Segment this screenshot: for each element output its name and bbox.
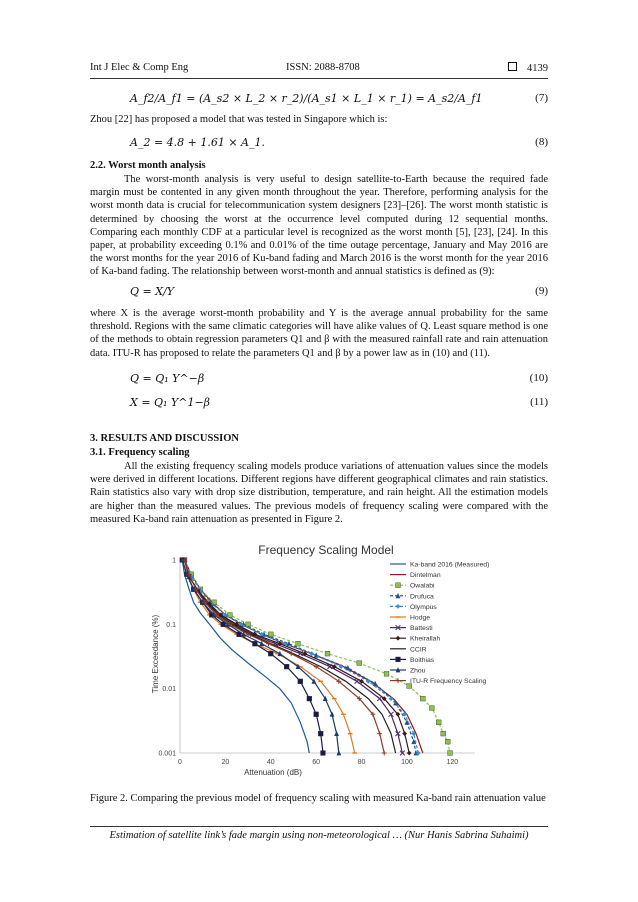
square-icon (508, 62, 517, 71)
legend-item (390, 604, 437, 611)
legend-marker (396, 657, 401, 662)
data-point (384, 671, 389, 676)
page-number-wrap (508, 62, 548, 74)
series-5 (180, 560, 357, 753)
legend-item (390, 657, 435, 664)
data-point (441, 731, 446, 736)
legend-item (390, 572, 441, 579)
x-tick-label: 60 (312, 759, 321, 766)
x-tick-label: 120 (446, 759, 459, 766)
data-point (389, 696, 394, 701)
legend-label: Drufuca (410, 593, 434, 601)
legend-marker (396, 583, 401, 588)
data-point (445, 739, 450, 744)
series-line (182, 560, 354, 753)
equation-10: Q = Q₁ Y^−β (130, 372, 205, 385)
data-point (268, 632, 273, 637)
series-line (182, 560, 323, 753)
x-tick-label: 0 (178, 759, 182, 766)
y-tick-label: 0.001 (158, 750, 176, 758)
page-footer: Estimation of satellite link’s fade margin using non-meteorological … (Nur Hanis Sabrina Suhaimi) (109, 830, 529, 841)
data-point (298, 679, 303, 684)
data-point (296, 641, 301, 646)
data-point (436, 720, 441, 725)
data-point (252, 641, 257, 646)
legend-item (390, 646, 427, 653)
y-axis-label: Time Exceedance (%) (151, 614, 160, 694)
x-tick-label: 20 (221, 759, 230, 766)
data-point (246, 622, 251, 627)
legend-label: ITU-R Frequency Scaling (410, 678, 487, 686)
legend-marker (396, 636, 401, 641)
data-point (314, 712, 319, 717)
legend-label: Zhou (410, 667, 426, 675)
data-point (420, 696, 425, 701)
x-tick-label: 80 (357, 759, 366, 766)
issn: ISSN: 2088-8708 (286, 62, 360, 73)
data-point (334, 731, 339, 736)
header-rule (90, 78, 548, 79)
legend-item (390, 615, 430, 622)
equation-7-number: (7) (535, 92, 548, 104)
legend-item (390, 593, 434, 600)
figure-caption: Figure 2. Comparing the previous model of frequency scaling with measured Ka-band rain attenuation value (90, 793, 546, 804)
legend-marker (396, 604, 401, 609)
data-point (318, 731, 323, 736)
data-point (407, 751, 412, 756)
series-line (185, 560, 396, 753)
section-heading-2-2: 2.2. Worst month analysis (90, 160, 206, 171)
equation-9: Q = X/Y (130, 285, 175, 298)
legend-label: CCIR (410, 646, 427, 654)
series-line (185, 560, 403, 753)
data-point (448, 751, 453, 756)
series-8 (185, 560, 396, 753)
footer-rule (90, 826, 548, 827)
chart-title: Frequency Scaling Model (258, 543, 394, 557)
data-point (307, 696, 312, 701)
equation-9-number: (9) (535, 285, 548, 297)
data-point (357, 661, 362, 666)
data-point (284, 664, 289, 669)
legend-label: Hodge (410, 614, 431, 622)
legend-item (390, 583, 435, 590)
paragraph-where: where X is the average worst-month probability and Y is the average annual probability for the same threshold. Regions with the same climatic categories will have alike values of Q. Least square method is one of the methods to obtain regression parameters Q1 and β with the measured rainfall rate and rain attenuation data. ITU-R has proposed to relate the parameters Q1 and β by a power law as in (10) and (11). (90, 308, 548, 359)
legend-label: Ka-band 2016 (Measured) (410, 561, 490, 569)
paragraph-zhou: Zhou [22] has proposed a model that was tested in Singapore which is: (90, 114, 388, 125)
equation-10-number: (10) (529, 372, 548, 384)
legend-item (390, 625, 433, 632)
legend-label: Olympus (410, 603, 437, 611)
legend-label: Owalabi (410, 582, 435, 590)
legend-item (390, 562, 489, 569)
series-6 (182, 558, 405, 756)
legend-label: Boithias (410, 656, 435, 664)
data-point (321, 751, 326, 756)
journal-name: Int J Elec & Comp Eng (90, 62, 189, 73)
legend-label: Dintelman (410, 572, 441, 580)
legend-label: Kheirallah (410, 635, 441, 643)
paragraph-frequency-scaling: All the existing frequency scaling models produce variations of attenuation values since the models were derived in different locations. Different regions have different geographical climates and rain statistics. Rain statistics also vary with drop size distribution, temperature, and rain height. All the estimation models are higher than the measured values. The previous models of frequency scaling were compared with the measured Ka-band rain attenuation as presented in Figure 2. (90, 461, 548, 525)
data-point (402, 731, 407, 736)
equation-11: X = Q₁ Y^1−β (130, 396, 211, 409)
data-point (377, 731, 382, 736)
y-tick-label: 0.01 (162, 686, 176, 694)
x-tick-label: 40 (266, 759, 275, 766)
equation-8-number: (8) (535, 136, 548, 148)
data-point (429, 706, 434, 711)
paragraph-worst-month: The worst-month analysis is very useful to design satellite-to-Earth because the required fade margin must be contented in any given month throughout the year. Therefore, performing analysis for the worst month data is crucial for telecommunication system designers [23]–[26]. The worst month statistic is determined by choosing the worst at the occurrence level computed during 12 sequential months. Comparing each monthly CDF at a particular level is recognized as the worst month [5], [23], [24]. In this paper, at probability exceeding 0.1% and 0.01% of the time outage percentage, January and May 2016 are the worst months for the year 2016 of Ku-band fading and March 2016 is the worst month for the year 2016 of Ka-band fading. The relationship between worst-month and annual statistics is defined as (9): (90, 174, 548, 278)
legend-item (390, 636, 440, 643)
section-heading-3-1: 3.1. Frequency scaling (90, 447, 190, 458)
y-tick-label: 1 (172, 557, 176, 565)
frequency-scaling-chart (140, 538, 540, 788)
chart-legend (390, 562, 489, 686)
equation-7: A_f2/A_f1 = (A_s2 × L_2 × r_2)/(A_s1 × L_1 × r_1) = A_s2/A_f1 (130, 92, 483, 105)
data-point (382, 751, 387, 756)
equation-8: A_2 = 4.8 + 1.61 × A_1. (130, 136, 265, 149)
x-tick-label: 100 (401, 759, 413, 766)
page-header (90, 62, 548, 76)
data-point (330, 711, 335, 716)
section-heading-3: 3. RESULTS AND DISCUSSION (90, 433, 239, 444)
data-point (268, 651, 273, 656)
x-axis-label: Attenuation (dB) (244, 768, 302, 777)
legend-item (390, 667, 426, 674)
legend-label: Battesti (410, 625, 433, 633)
data-point (325, 651, 330, 656)
page-number: 4139 (527, 63, 548, 74)
y-tick-label: 0.1 (166, 621, 176, 629)
equation-11-number: (11) (530, 396, 548, 408)
